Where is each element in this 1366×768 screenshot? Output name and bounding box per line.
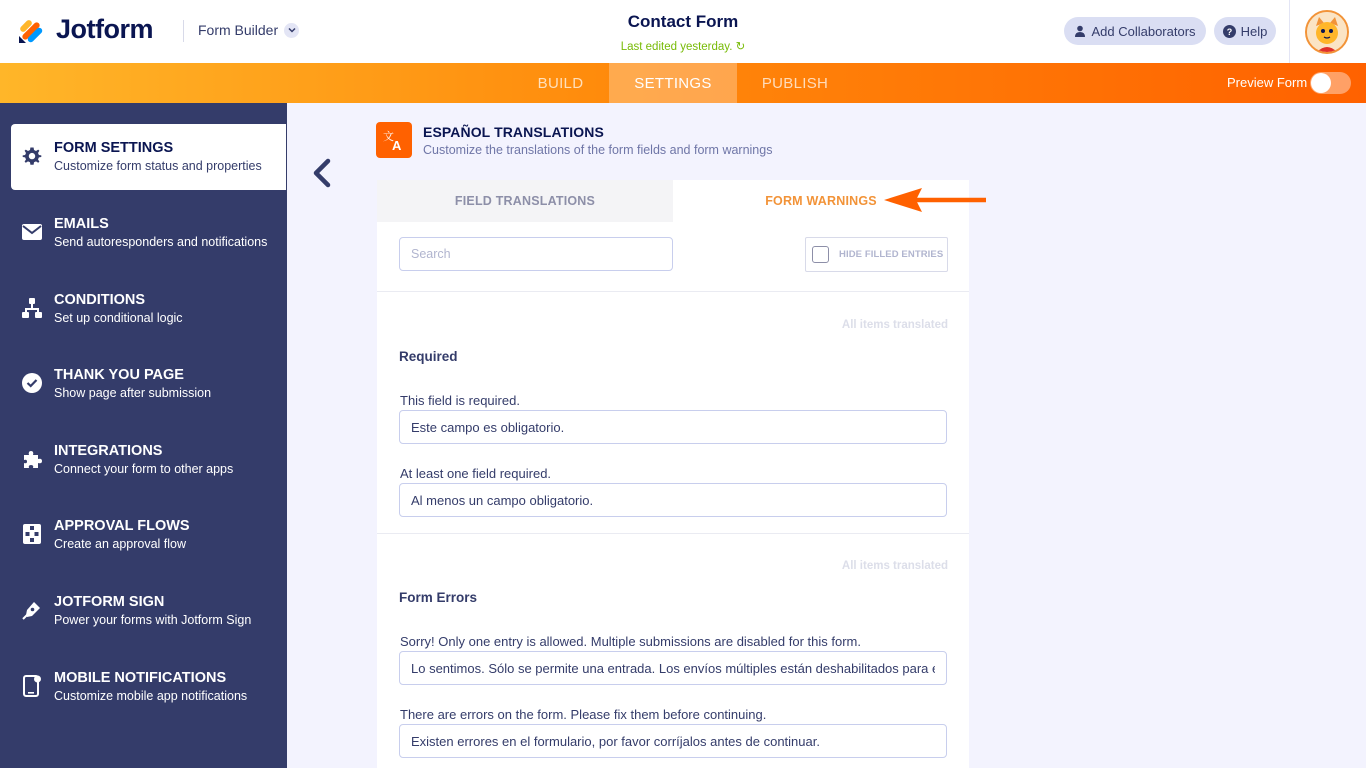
add-collaborators-label: Add Collaborators: [1091, 23, 1196, 39]
sidebar-item-title: INTEGRATIONS: [54, 443, 163, 459]
conditions-icon: [21, 297, 43, 319]
sidebar-item-subtitle: Send autoresponders and notifications: [54, 235, 268, 249]
sidebar-item-subtitle: Set up conditional logic: [54, 311, 183, 325]
add-collaborators-button[interactable]: [1064, 17, 1206, 45]
help-icon: [1223, 25, 1236, 38]
preview-form-toggle[interactable]: [1310, 72, 1351, 94]
jotform-logo[interactable]: [17, 14, 153, 45]
sidebar-item-subtitle: Show page after submission: [54, 386, 212, 400]
translation-input[interactable]: [399, 651, 947, 685]
user-icon: [1074, 25, 1086, 37]
sidebar-item-thank-you-page[interactable]: [11, 351, 286, 417]
form-builder-label: Form Builder: [198, 22, 279, 38]
sidebar-item-subtitle: Connect your form to other apps: [54, 462, 234, 476]
envelope-icon: [21, 221, 43, 243]
gear-icon: [21, 145, 43, 167]
tab-form-warnings[interactable]: FORM WARNINGS: [673, 180, 969, 222]
divider: [183, 20, 184, 42]
tab-field-translations[interactable]: FIELD TRANSLATIONS: [377, 180, 673, 222]
jotform-logo-icon: [17, 15, 47, 45]
hide-filled-entries-label: HIDE FILLED ENTRIES: [839, 249, 944, 260]
page-title: ESPAÑOL TRANSLATIONS: [423, 124, 604, 140]
last-edited-status: [583, 39, 783, 53]
help-button[interactable]: [1214, 17, 1276, 45]
sidebar-item-form-settings[interactable]: [11, 124, 286, 190]
header: [0, 0, 1366, 63]
page-subtitle: Customize the translations of the form fields and form warnings: [423, 143, 773, 157]
sidebar-item-title: FORM SETTINGS: [54, 140, 174, 156]
sidebar-item-subtitle: Create an approval flow: [54, 537, 187, 551]
sidebar-item-approval-flows[interactable]: [11, 502, 286, 568]
search-input[interactable]: [399, 237, 673, 271]
field-label: There are errors on the form. Please fix them before continuing.: [400, 707, 767, 722]
chevron-down-icon: [284, 23, 299, 38]
sidebar-item-conditions[interactable]: [11, 276, 286, 342]
main-nav: [0, 63, 1366, 103]
sidebar-item-emails[interactable]: [11, 200, 286, 266]
svg-text:文: 文: [383, 130, 394, 143]
tab-build[interactable]: BUILD: [537, 74, 584, 92]
logo-text: Jotform: [56, 14, 153, 44]
sidebar-item-integrations[interactable]: [11, 427, 286, 493]
checkbox[interactable]: [812, 246, 829, 263]
field-label: This field is required.: [400, 393, 520, 408]
field-label: At least one field required.: [400, 466, 552, 481]
form-builder-dropdown[interactable]: [198, 22, 299, 38]
approval-icon: [21, 523, 43, 545]
refresh-icon: ↻: [735, 41, 746, 53]
divider: [377, 291, 969, 292]
svg-text:A: A: [392, 138, 402, 152]
toggle-knob: [1311, 73, 1331, 93]
puzzle-icon: [21, 448, 43, 470]
sidebar-item-title: MOBILE NOTIFICATIONS: [54, 670, 227, 686]
translation-input[interactable]: [399, 724, 947, 758]
status-badge: All items translated: [841, 319, 948, 331]
divider: [377, 533, 969, 534]
mobile-icon: [21, 675, 43, 697]
sidebar-item-mobile-notifications[interactable]: [11, 654, 286, 720]
sidebar-item-title: APPROVAL FLOWS: [54, 518, 190, 534]
preview-form-label: Preview Form: [1227, 75, 1308, 90]
check-circle-icon: [21, 372, 43, 394]
translate-icon: [376, 122, 412, 158]
section-title: Form Errors: [399, 590, 478, 605]
svg-text:?: ?: [1226, 26, 1232, 37]
sidebar-item-subtitle: Customize form status and properties: [54, 159, 262, 173]
status-badge: All items translated: [841, 560, 948, 572]
sidebar-item-subtitle: Customize mobile app notifications: [54, 689, 248, 703]
sidebar-item-jotform-sign[interactable]: [11, 578, 286, 644]
sidebar-item-subtitle: Power your forms with Jotform Sign: [54, 613, 252, 627]
sidebar-item-title: CONDITIONS: [54, 292, 146, 308]
pen-icon: [21, 599, 43, 621]
settings-sidebar: [0, 103, 287, 768]
tab-settings[interactable]: SETTINGS: [609, 63, 737, 103]
tab-publish[interactable]: PUBLISH: [761, 74, 829, 92]
sidebar-item-title: THANK YOU PAGE: [54, 367, 184, 383]
avatar[interactable]: [1305, 10, 1349, 54]
hide-filled-entries-checkbox[interactable]: [805, 237, 948, 272]
section-title: Required: [399, 349, 458, 364]
sidebar-item-title: JOTFORM SIGN: [54, 594, 165, 610]
last-edited-text: Last edited yesterday.: [620, 41, 733, 53]
translation-input[interactable]: [399, 410, 947, 444]
back-arrow-icon[interactable]: [310, 157, 334, 189]
sidebar-item-title: EMAILS: [54, 216, 109, 232]
divider: [1289, 0, 1290, 63]
translation-input[interactable]: [399, 483, 947, 517]
pointer-arrow-icon: [882, 186, 988, 214]
field-label: Sorry! Only one entry is allowed. Multiple submissions are disabled for this form.: [400, 634, 861, 649]
translations-panel: [377, 180, 969, 768]
help-label: Help: [1240, 23, 1268, 39]
form-title[interactable]: Contact Form: [627, 12, 739, 31]
